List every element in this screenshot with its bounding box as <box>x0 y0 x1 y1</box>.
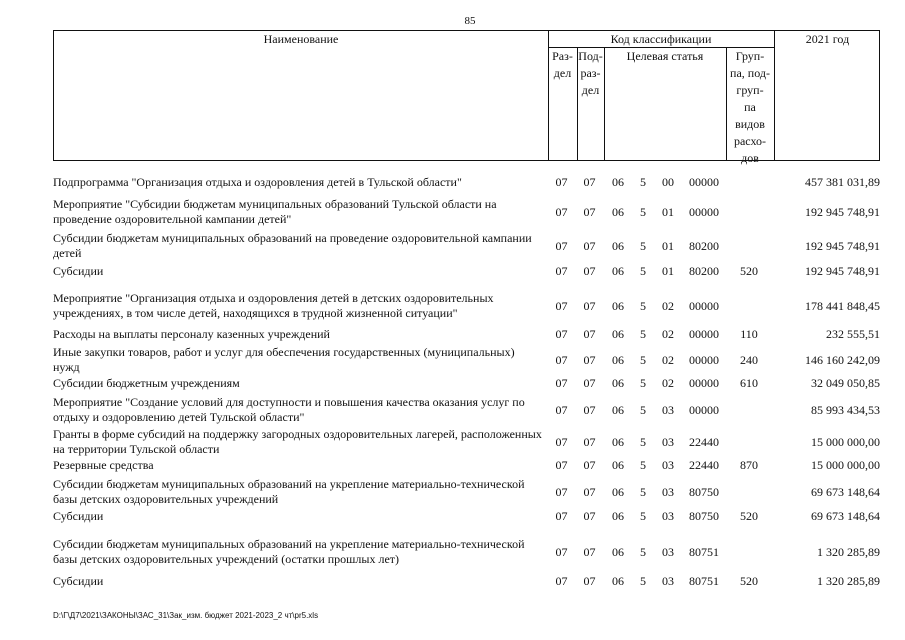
header-razdel: Раз- дел <box>552 49 573 80</box>
row-rz: 07 <box>555 484 568 499</box>
header-podrazdel: Под- раз- дел <box>578 49 603 97</box>
row-cs3: 03 <box>662 484 674 499</box>
header-target: Целевая статья <box>626 49 704 63</box>
row-cs4: 00000 <box>689 352 719 367</box>
table-row <box>53 574 880 589</box>
row-name: Субсидии бюджетам муниципальных образований на укрепление материально-технической базы детских оздоровительных учреждений <box>53 477 525 506</box>
row-cs1: 06 <box>612 544 624 559</box>
row-cs2: 5 <box>640 574 646 588</box>
header-vid: Груп- па, под- груп- па видов расхо- дов <box>730 49 770 165</box>
row-cs1: 06 <box>612 402 624 417</box>
row-cs2: 5 <box>640 376 646 390</box>
row-name: Субсидии бюджетам муниципальных образований на проведение оздоровительной кампании детей <box>53 231 532 260</box>
row-vr: 110 <box>740 327 758 341</box>
row-cs4: 80200 <box>689 238 719 253</box>
row-rz: 07 <box>555 352 568 367</box>
row-cs1: 06 <box>612 204 624 219</box>
row-cs4: 80750 <box>689 484 719 499</box>
row-cs4: 22440 <box>689 434 719 449</box>
row-amount: 15 000 000,00 <box>811 434 880 449</box>
table-row <box>53 537 880 567</box>
file-path: D:\Г\Д7\2021\ЗАКОНЫ\ЗАС_31\Зак_изм. бюджет 2021-2023_2 чт\pr5.xls <box>53 611 319 620</box>
row-name: Расходы на выплаты персоналу казенных учреждений <box>53 327 330 341</box>
row-vr: 520 <box>740 574 758 588</box>
row-cs2: 5 <box>640 264 646 278</box>
row-cs4: 00000 <box>689 204 719 219</box>
row-name: Субсидии <box>53 509 104 523</box>
row-name: Мероприятие "Создание условий для доступности и повышения качества оказания услуг по отдыху и оздоровлению детей Тульской области" <box>53 395 525 424</box>
row-rz: 07 <box>555 204 568 219</box>
row-rz: 07 <box>555 327 568 341</box>
row-amount: 15 000 000,00 <box>811 458 880 472</box>
table-row <box>53 477 880 507</box>
row-cs4: 80750 <box>689 509 719 523</box>
row-cs2: 5 <box>640 204 646 219</box>
row-vr: 240 <box>740 352 758 367</box>
row-amount: 232 555,51 <box>826 327 880 341</box>
table-row <box>53 264 880 279</box>
row-cs2: 5 <box>640 238 646 253</box>
row-cs1: 06 <box>612 352 624 367</box>
row-rz: 07 <box>555 175 568 189</box>
row-cs2: 5 <box>640 544 646 559</box>
row-amount: 192 945 748,91 <box>805 264 880 278</box>
row-name: Субсидии бюджетным учреждениям <box>53 376 240 390</box>
table-header <box>53 30 880 165</box>
row-cs1: 06 <box>612 574 624 588</box>
row-cs4: 00000 <box>689 298 719 313</box>
row-cs3: 03 <box>662 402 674 417</box>
header-year: 2021 год <box>805 32 850 46</box>
row-pr: 07 <box>583 376 596 390</box>
row-vr: 520 <box>740 264 758 278</box>
row-rz: 07 <box>555 298 568 313</box>
row-cs2: 5 <box>640 434 646 449</box>
row-name: Иные закупки товаров, работ и услуг для обеспечения государственных (муниципальных) нужд <box>53 345 515 374</box>
row-name: Мероприятие "Субсидии бюджетам муниципальных образований Тульской области на проведение оздоровительной кампании детей" <box>53 197 497 226</box>
row-pr: 07 <box>583 458 596 472</box>
row-cs2: 5 <box>640 402 646 417</box>
header-name: Наименование <box>263 32 339 46</box>
row-cs2: 5 <box>640 175 646 189</box>
row-pr: 07 <box>583 434 596 449</box>
row-rz: 07 <box>555 376 568 390</box>
row-cs3: 03 <box>662 509 674 523</box>
row-name: Мероприятие "Организация отдыха и оздоровления детей в детских оздоровительных учреждениях, в том числе детей, находящихся в трудной жизненной ситуации" <box>53 291 494 320</box>
row-cs3: 01 <box>662 238 674 253</box>
divider <box>774 31 775 160</box>
row-rz: 07 <box>555 574 568 588</box>
row-name: Субсидии бюджетам муниципальных образований на укрепление материально-технической базы детских оздоровительных учреждений (остатки прошлых лет) <box>53 537 525 566</box>
row-amount: 178 441 848,45 <box>805 298 880 313</box>
row-pr: 07 <box>583 327 596 341</box>
table-row <box>53 427 880 457</box>
row-cs4: 00000 <box>689 175 719 189</box>
row-cs3: 03 <box>662 458 674 472</box>
row-rz: 07 <box>555 544 568 559</box>
row-cs1: 06 <box>612 298 624 313</box>
row-amount: 85 993 434,53 <box>811 402 880 417</box>
row-cs1: 06 <box>612 376 624 390</box>
row-cs1: 06 <box>612 238 624 253</box>
row-amount: 192 945 748,91 <box>805 204 880 219</box>
row-cs3: 02 <box>662 327 674 341</box>
row-cs1: 06 <box>612 327 624 341</box>
row-cs1: 06 <box>612 434 624 449</box>
row-cs4: 80751 <box>689 574 719 588</box>
row-cs2: 5 <box>640 298 646 313</box>
row-amount: 69 673 148,64 <box>811 509 880 523</box>
row-cs4: 00000 <box>689 376 719 390</box>
row-amount: 1 320 285,89 <box>817 574 880 588</box>
row-name: Субсидии <box>53 264 104 278</box>
row-cs3: 00 <box>662 175 674 189</box>
row-cs3: 02 <box>662 352 674 367</box>
row-name: Гранты в форме субсидий на поддержку загородных оздоровительных лагерей, расположенных на территории Тульской области <box>53 427 542 456</box>
row-rz: 07 <box>555 509 568 523</box>
row-vr: 610 <box>740 376 758 390</box>
table-row <box>53 291 880 321</box>
row-pr: 07 <box>583 298 596 313</box>
row-vr: 520 <box>740 509 758 523</box>
row-amount: 457 381 031,89 <box>805 175 880 189</box>
row-cs3: 01 <box>662 264 674 278</box>
table-row <box>53 175 880 190</box>
row-rz: 07 <box>555 264 568 278</box>
row-amount: 69 673 148,64 <box>811 484 880 499</box>
row-pr: 07 <box>583 352 596 367</box>
row-cs4: 22440 <box>689 458 719 472</box>
row-name: Подпрограмма "Организация отдыха и оздоровления детей в Тульской области" <box>53 175 462 189</box>
row-cs2: 5 <box>640 327 646 341</box>
row-cs1: 06 <box>612 175 624 189</box>
row-amount: 192 945 748,91 <box>805 238 880 253</box>
row-pr: 07 <box>583 238 596 253</box>
header-code-group: Код классификации <box>610 32 712 46</box>
table-row <box>53 327 880 342</box>
row-rz: 07 <box>555 458 568 472</box>
row-cs4: 80751 <box>689 544 719 559</box>
row-pr: 07 <box>583 402 596 417</box>
row-cs2: 5 <box>640 484 646 499</box>
table-row <box>53 345 880 375</box>
row-vr: 870 <box>740 458 758 472</box>
row-name: Резервные средства <box>53 458 154 472</box>
row-cs4: 80200 <box>689 264 719 278</box>
table-row <box>53 231 880 261</box>
table-row <box>53 458 880 473</box>
row-rz: 07 <box>555 238 568 253</box>
row-rz: 07 <box>555 402 568 417</box>
table-row <box>53 395 880 425</box>
row-cs3: 01 <box>662 204 674 219</box>
page-number: 85 <box>464 15 476 27</box>
row-pr: 07 <box>583 574 596 588</box>
row-cs3: 03 <box>662 544 674 559</box>
row-cs1: 06 <box>612 509 624 523</box>
row-pr: 07 <box>583 175 596 189</box>
row-cs3: 02 <box>662 376 674 390</box>
row-cs3: 03 <box>662 574 674 588</box>
row-cs3: 03 <box>662 434 674 449</box>
row-cs2: 5 <box>640 352 646 367</box>
row-cs2: 5 <box>640 458 646 472</box>
table-row <box>53 509 880 524</box>
row-pr: 07 <box>583 509 596 523</box>
row-amount: 146 160 242,09 <box>805 352 880 367</box>
row-name: Субсидии <box>53 574 104 588</box>
row-cs4: 00000 <box>689 402 719 417</box>
row-cs1: 06 <box>612 264 624 278</box>
row-cs1: 06 <box>612 458 624 472</box>
row-amount: 32 049 050,85 <box>811 376 880 390</box>
row-pr: 07 <box>583 544 596 559</box>
row-pr: 07 <box>583 264 596 278</box>
table-row <box>53 197 880 227</box>
row-rz: 07 <box>555 434 568 449</box>
row-cs2: 5 <box>640 509 646 523</box>
row-pr: 07 <box>583 484 596 499</box>
row-cs4: 00000 <box>689 327 719 341</box>
table-row <box>53 376 880 391</box>
row-amount: 1 320 285,89 <box>817 544 880 559</box>
row-pr: 07 <box>583 204 596 219</box>
row-cs3: 02 <box>662 298 674 313</box>
row-cs1: 06 <box>612 484 624 499</box>
